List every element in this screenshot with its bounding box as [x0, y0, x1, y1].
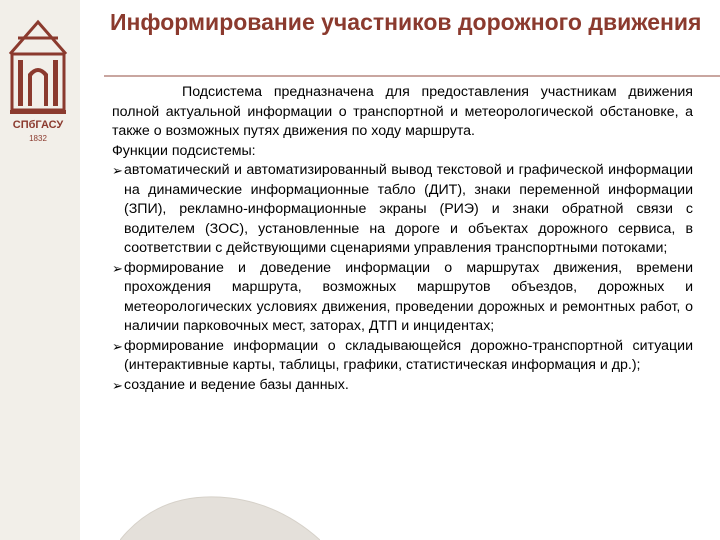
list-item [112, 337, 693, 376]
list-item [112, 161, 693, 259]
intro-paragraph: Подсистема предназначена для предоставления участникам движения полной актуальной информации о транспортной и метеорологической обстановке, а также о возможных путях движения по ходу маршрута. [112, 84, 693, 139]
university-logo [6, 14, 70, 144]
list-item-text: формирование информации о складывающейся дорожно-транспортной ситуации (интерактивные карты, таблицы, графики, статистическая информация и др.); [124, 337, 693, 373]
arrow-bullet-icon: ➢ [112, 377, 123, 393]
arrow-bullet-icon: ➢ [112, 163, 123, 178]
arrow-bullet-icon: ➢ [112, 338, 123, 354]
list-item-text: автоматический и автоматизированный вывод текстовой и графической информации на динамические информационные табло (ДИТ), знаки переменной информации (ЗПИ), рекламно-информационные экраны (РИЭ) и знаки обратной связи с водителем (ЗОС), установленные на дороге и объектах дорожного сервиса, в соответствии с действующими сценариями управления транспортными потоками; [124, 162, 693, 256]
decorative-curl-shape [120, 480, 320, 540]
functions-heading: Функции подсистемы: [112, 142, 256, 159]
list-item-text: формирование и доведение информации о маршрутах движения, времени прохождения маршрута, возможных маршрутов объездов, дорожных и метеорологических условиях движения, проведении дорожных и ремонтных работ, о наличии парковочных мест, заторах, ДТП и инцидентах; [124, 259, 693, 334]
list-item [112, 259, 693, 337]
page-title: Информирование участников дорожного движения [110, 9, 702, 35]
list-item-text: создание и ведение базы данных. [124, 376, 349, 393]
slide-body [112, 83, 693, 395]
title-divider [104, 75, 720, 77]
arrow-bullet-icon: ➢ [112, 260, 123, 276]
logo-year: 1832 [29, 134, 47, 143]
list-item [112, 376, 693, 396]
logo-text: СПбГАСУ [12, 119, 64, 131]
